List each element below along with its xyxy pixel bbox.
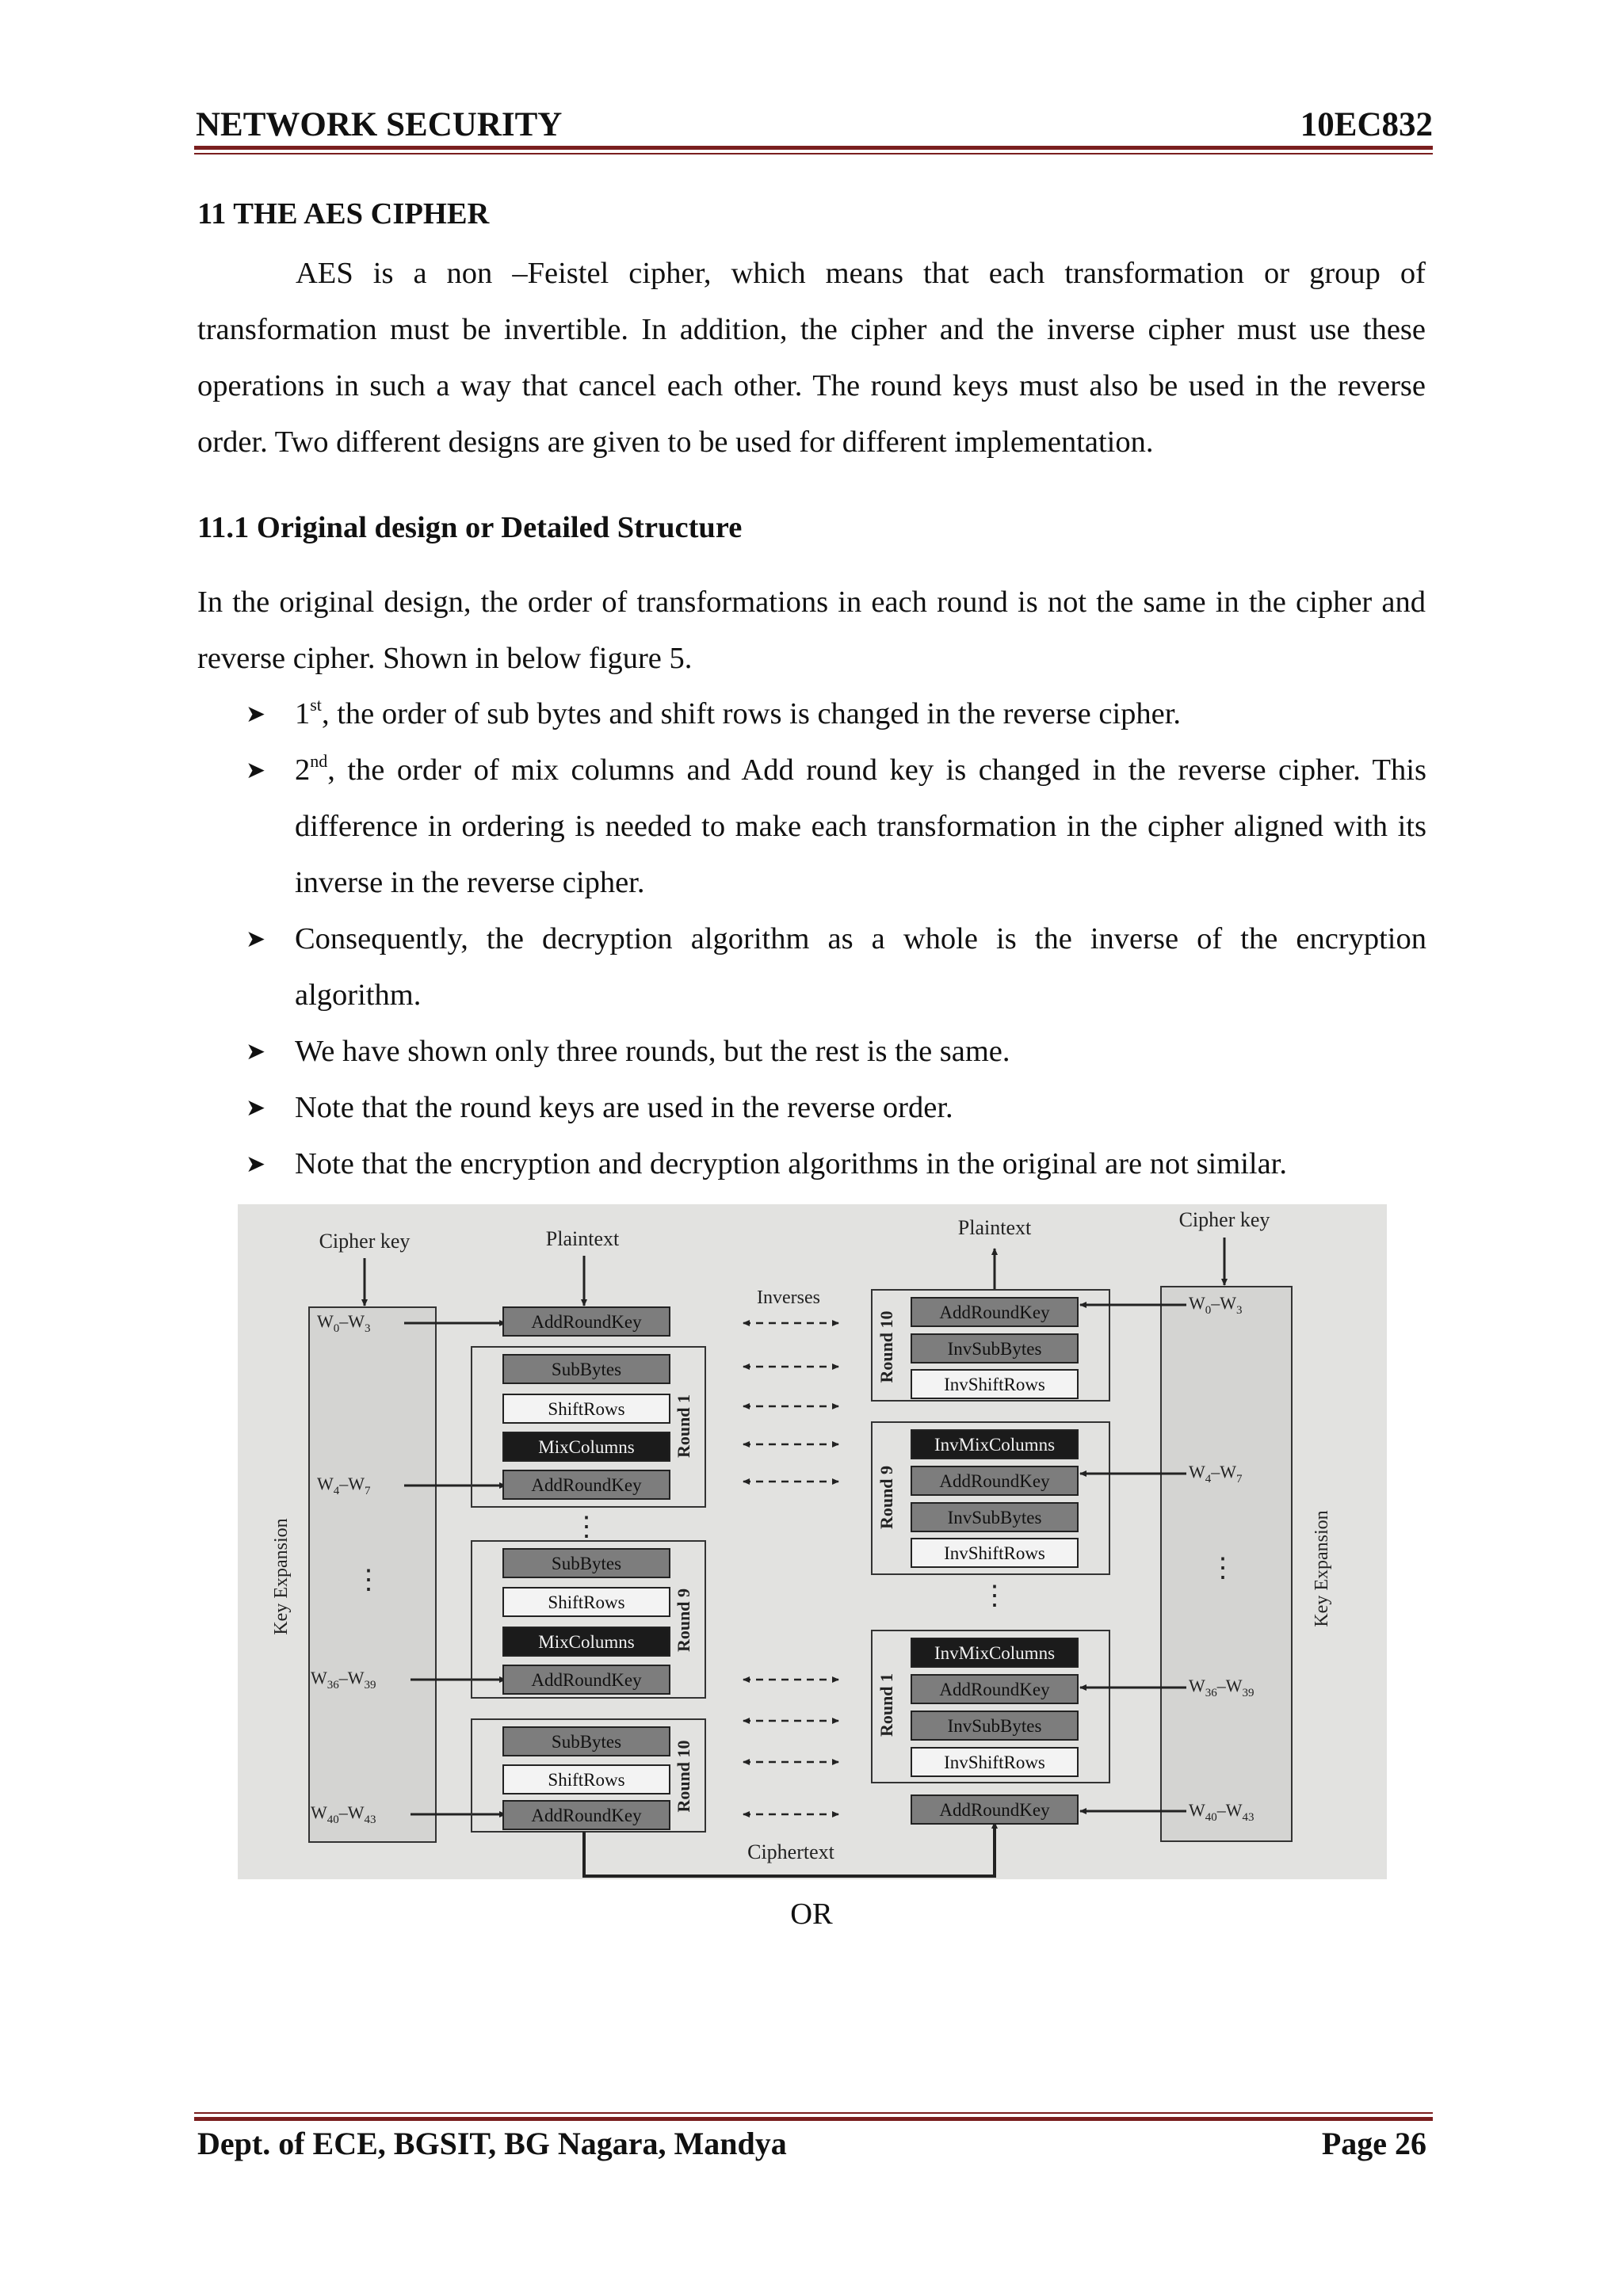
key-w36-w39-left: $W_{36}-W_{39}$ xyxy=(311,1668,376,1691)
ordinal: 1 xyxy=(295,697,311,730)
key-w40-w43-left: $W_{40}-W_{43}$ xyxy=(311,1802,376,1826)
list-item xyxy=(246,1136,1426,1192)
key-expansion-label-right: Key Expansion xyxy=(1312,1510,1332,1627)
op-label: AddRoundKey xyxy=(531,1475,642,1495)
list-item-text: , the order of mix columns and Add round key is changed in the reverse cipher. This difference in ordering is needed to make each transformation in the cipher aligned with its inverse in the reverse cipher. xyxy=(295,753,1426,899)
op-label: SubBytes xyxy=(551,1554,622,1573)
cipher-key-label-right: Cipher key xyxy=(1178,1208,1270,1231)
page-header xyxy=(196,97,1433,144)
op-label: ShiftRows xyxy=(548,1399,625,1419)
arrow-bullet-icon: ➤ xyxy=(246,926,266,952)
inverse-arrows xyxy=(743,1323,838,1814)
ordinal: 2 xyxy=(295,753,311,787)
key-w40-w43-right: $W_{40}-W_{43}$ xyxy=(1189,1800,1254,1824)
inverses-label: Inverses xyxy=(757,1287,820,1308)
arrow-bullet-icon: ➤ xyxy=(246,1039,266,1065)
list-item-text: Consequently, the decryption algorithm as a whole is the inverse of the encryption algorithm. xyxy=(295,922,1426,1012)
op-label: InvMixColumns xyxy=(934,1643,1056,1663)
list-item-text: Note that the round keys are used in the reverse order. xyxy=(295,1091,953,1124)
op-label: AddRoundKey xyxy=(939,1680,1050,1699)
op-label: InvShiftRows xyxy=(944,1375,1045,1394)
aes-structure-figure xyxy=(238,1204,1387,1879)
round-label: Round 1 xyxy=(674,1394,693,1459)
page-footer xyxy=(197,2125,1426,2162)
plaintext-label-left: Plaintext xyxy=(545,1227,620,1250)
header-rule-thin xyxy=(194,153,1433,154)
op-label: ShiftRows xyxy=(548,1770,625,1790)
op-label: AddRoundKey xyxy=(939,1800,1050,1820)
footer-department: Dept. of ECE, BGSIT, BG Nagara, Mandya xyxy=(197,2126,787,2161)
arrow-bullet-icon: ➤ xyxy=(246,1095,266,1121)
or-separator: OR xyxy=(790,1897,833,1931)
op-label: AddRoundKey xyxy=(531,1806,642,1825)
list-item-text: Note that the encryption and decryption algorithms in the original are not similar. xyxy=(295,1147,1288,1180)
dots-cipher: ⋮ xyxy=(573,1512,600,1542)
footer-page-number: Page 26 xyxy=(1321,2126,1426,2161)
arrow-bullet-icon: ➤ xyxy=(246,1151,266,1177)
dots-inverse: ⋮ xyxy=(981,1581,1008,1611)
round-label: Round 1 xyxy=(876,1672,896,1737)
plaintext-label-right: Plaintext xyxy=(957,1216,1032,1239)
op-label: InvMixColumns xyxy=(934,1435,1056,1455)
dots-right: ⋮ xyxy=(1209,1554,1236,1583)
op-label: SubBytes xyxy=(551,1732,622,1752)
op-label: InvShiftRows xyxy=(944,1753,1045,1772)
key-w4-w7-left: $W_4-W_7$ xyxy=(317,1474,371,1497)
round-label: Round 10 xyxy=(674,1740,693,1813)
section-paragraph: AES is a non –Feistel cipher, which means that each transformation or group of transformation must be invertible. In addition, the cipher and the inverse cipher must use these operations in such a way that cancel each other. The round keys must also be used in the reverse order. Two different designs are given to be used for different implementation. xyxy=(197,257,1426,459)
op-label: InvShiftRows xyxy=(944,1543,1045,1563)
key-w0-w3-left: $W_0-W_3$ xyxy=(317,1311,371,1335)
list-item xyxy=(246,742,1426,911)
op-label: AddRoundKey xyxy=(939,1302,1050,1322)
bullet-list xyxy=(246,686,1426,1192)
op-label: InvSubBytes xyxy=(947,1716,1042,1736)
ciphertext-label: Ciphertext xyxy=(747,1840,834,1863)
op-label: AddRoundKey xyxy=(531,1312,642,1332)
list-item-text: We have shown only three rounds, but the rest is the same. xyxy=(295,1035,1010,1068)
op-label: MixColumns xyxy=(538,1437,635,1457)
key-w4-w7-right: $W_4-W_7$ xyxy=(1189,1462,1243,1486)
header-rule-thick xyxy=(194,146,1433,150)
list-item-text: , the order of sub bytes and shift rows is changed in the reverse cipher. xyxy=(321,697,1182,730)
op-label: MixColumns xyxy=(538,1632,635,1652)
dots-left: ⋮ xyxy=(355,1566,382,1595)
key-w36-w39-right: $W_{36}-W_{39}$ xyxy=(1189,1676,1254,1699)
arrow-bullet-icon: ➤ xyxy=(246,701,266,727)
round-label: Round 10 xyxy=(876,1310,896,1383)
aes-structure-diagram xyxy=(238,1204,1387,1879)
section-heading: 11 THE AES CIPHER xyxy=(197,197,490,231)
round-label: Round 9 xyxy=(674,1588,693,1653)
ordinal-suffix: st xyxy=(310,695,322,715)
ordinal-suffix: nd xyxy=(310,751,328,771)
header-title: NETWORK SECURITY xyxy=(196,106,563,143)
list-item xyxy=(246,686,1426,742)
op-label: InvSubBytes xyxy=(947,1339,1042,1359)
cipher-key-label-left: Cipher key xyxy=(319,1230,411,1253)
op-label: ShiftRows xyxy=(548,1592,625,1612)
op-label: AddRoundKey xyxy=(531,1670,642,1690)
list-item xyxy=(246,911,1426,1024)
subsection-heading: 11.1 Original design or Detailed Structure xyxy=(197,511,743,544)
round-label: Round 9 xyxy=(876,1465,896,1530)
key-w0-w3-right: $W_0-W_3$ xyxy=(1189,1293,1243,1317)
key-expansion-label-left: Key Expansion xyxy=(271,1518,292,1635)
list-item xyxy=(246,1080,1426,1136)
list-item xyxy=(246,1024,1426,1080)
arrow-bullet-icon: ➤ xyxy=(246,757,266,784)
op-label: InvSubBytes xyxy=(947,1508,1042,1527)
subsection-paragraph: In the original design, the order of transformations in each round is not the same in the cipher and reverse cipher. Shown in below figure 5. xyxy=(197,585,1426,675)
op-label: SubBytes xyxy=(551,1360,622,1379)
footer-rule-thin xyxy=(194,2112,1433,2114)
op-label: AddRoundKey xyxy=(939,1471,1050,1491)
footer-rule-thick xyxy=(194,2117,1433,2121)
header-course-code: 10EC832 xyxy=(1300,106,1433,143)
